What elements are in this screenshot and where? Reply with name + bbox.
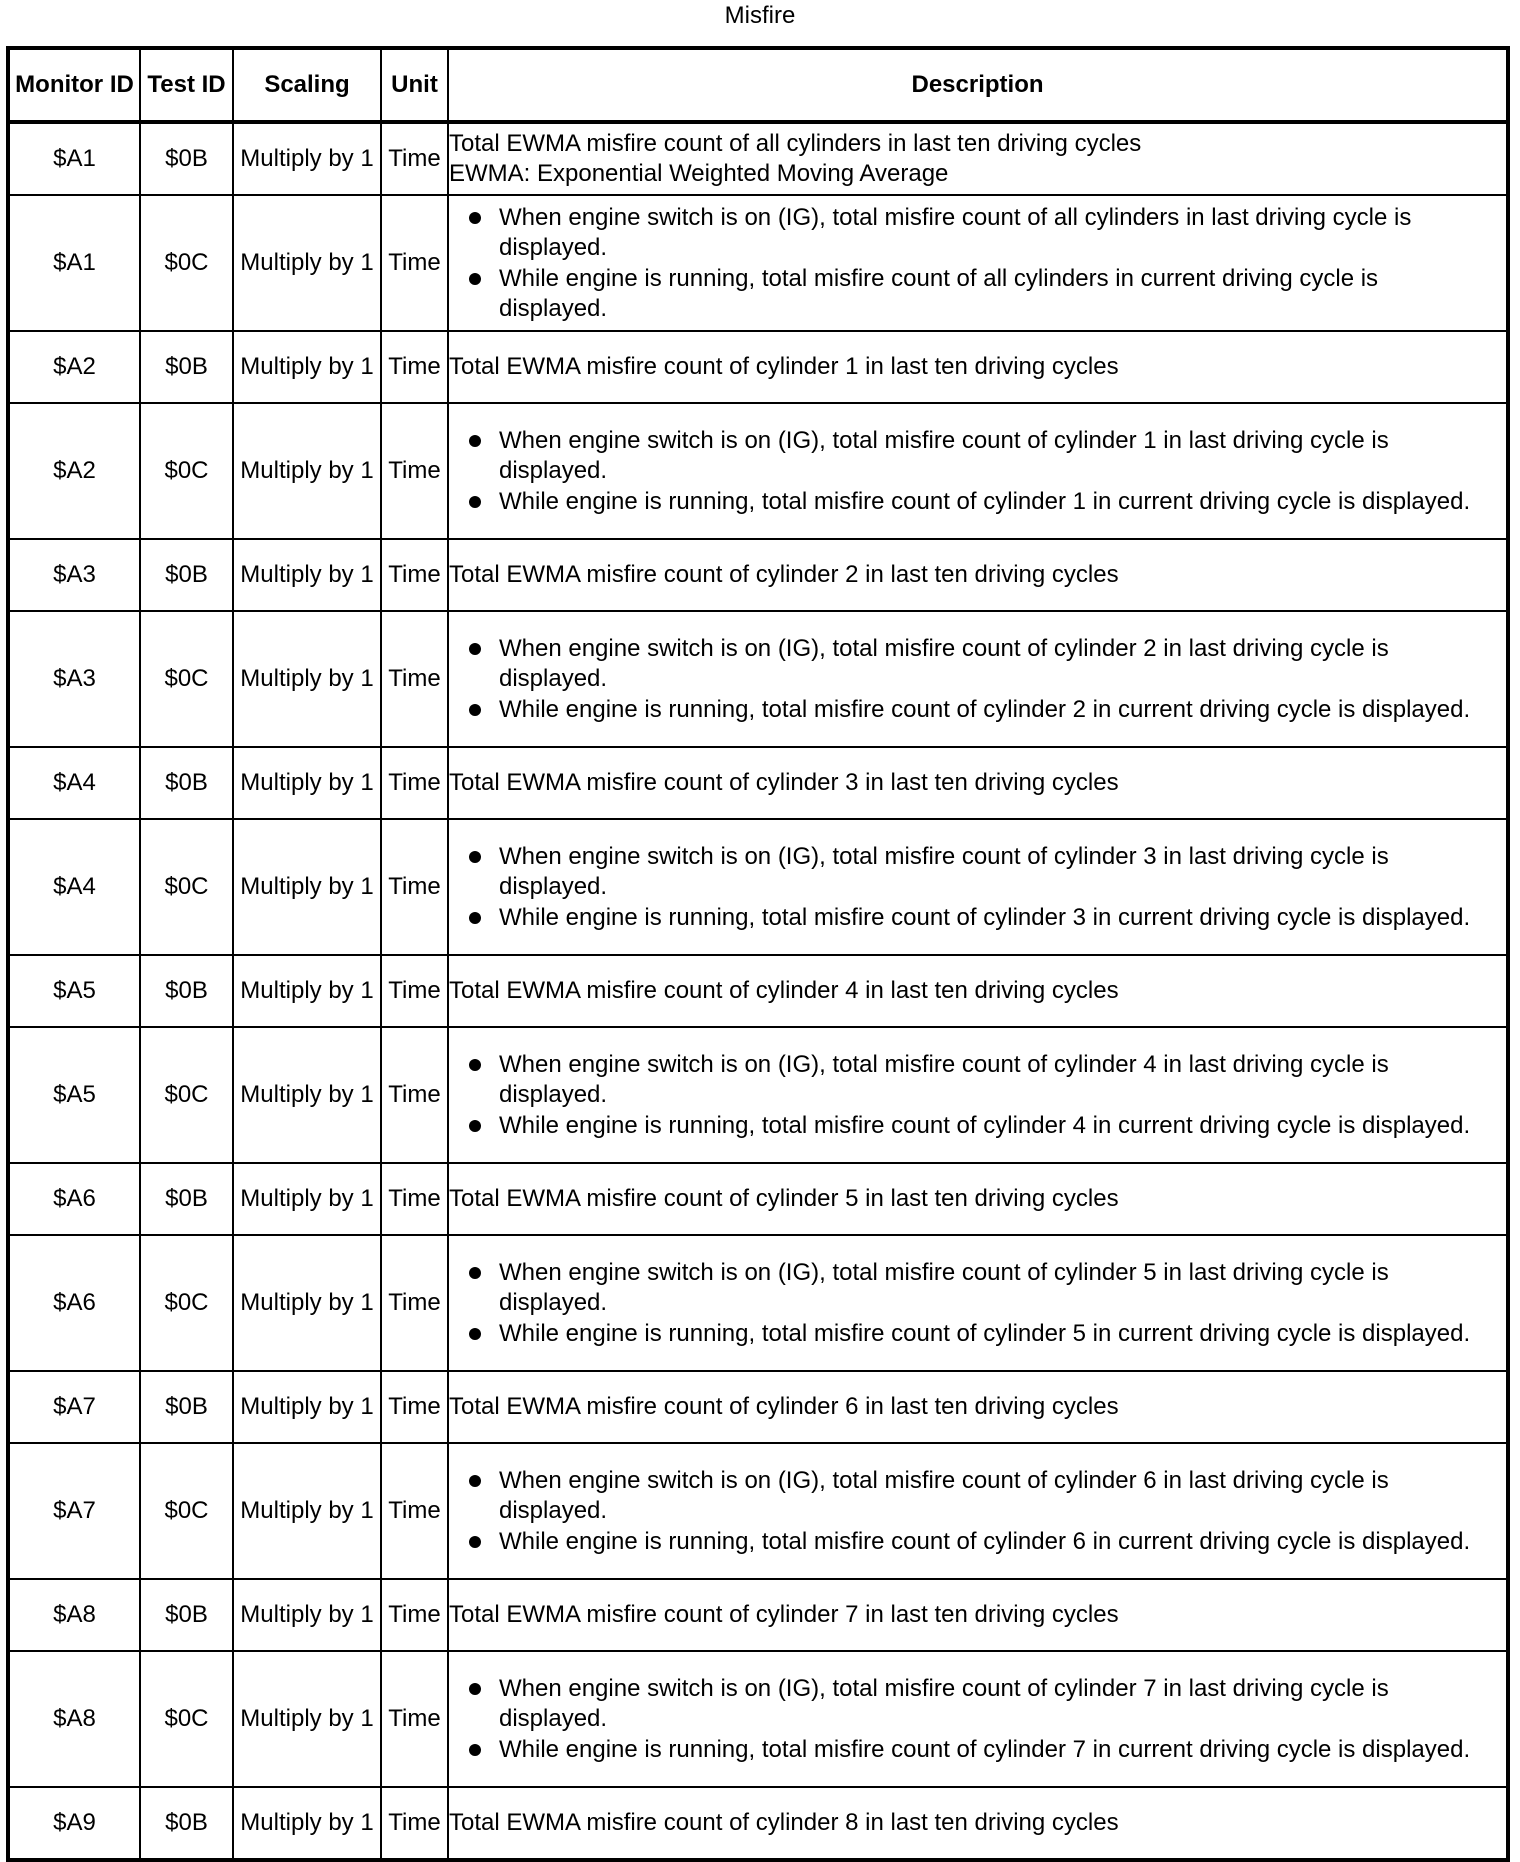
description-cell	[448, 331, 1508, 403]
unit-cell: Time	[381, 1027, 448, 1163]
test-id-cell: $0C	[140, 611, 233, 747]
scaling-cell: Multiply by 1	[233, 1163, 381, 1235]
test-id-cell: $0B	[140, 331, 233, 403]
description-bullet: While engine is running, total misfire count of cylinder 5 in current driving cycle is displayed.	[449, 1319, 1506, 1349]
description-bullet-list	[449, 426, 1506, 517]
description-line: EWMA: Exponential Weighted Moving Average	[449, 160, 949, 187]
description-bullet: When engine switch is on (IG), total misfire count of cylinder 6 in last driving cycle is displayed.	[449, 1466, 1506, 1526]
table-row	[8, 1443, 1508, 1579]
description-line: Total EWMA misfire count of cylinder 5 in last ten driving cycles	[449, 1185, 1119, 1212]
description-bullet: While engine is running, total misfire count of cylinder 2 in current driving cycle is displayed.	[449, 695, 1506, 725]
unit-cell: Time	[381, 747, 448, 819]
description-bullet-list	[449, 842, 1506, 933]
table-row	[8, 819, 1508, 955]
header-unit: Unit	[381, 48, 448, 122]
description-cell	[448, 611, 1508, 747]
monitor-id-cell: $A3	[8, 539, 140, 611]
description-cell	[448, 819, 1508, 955]
header-test-id: Test ID	[140, 48, 233, 122]
description-cell	[448, 122, 1508, 195]
table-row	[8, 1027, 1508, 1163]
description-bullet: While engine is running, total misfire count of cylinder 1 in current driving cycle is displayed.	[449, 487, 1506, 517]
monitor-id-cell: $A7	[8, 1443, 140, 1579]
unit-cell: Time	[381, 1787, 448, 1860]
test-id-cell: $0C	[140, 1651, 233, 1787]
description-line: Total EWMA misfire count of cylinder 4 in last ten driving cycles	[449, 977, 1119, 1004]
description-cell	[448, 955, 1508, 1027]
scaling-cell: Multiply by 1	[233, 819, 381, 955]
table-row	[8, 747, 1508, 819]
scaling-cell: Multiply by 1	[233, 1371, 381, 1443]
description-bullet: When engine switch is on (IG), total misfire count of cylinder 5 in last driving cycle is displayed.	[449, 1258, 1506, 1318]
monitor-id-cell: $A6	[8, 1163, 140, 1235]
description-line: Total EWMA misfire count of cylinder 7 in last ten driving cycles	[449, 1601, 1119, 1628]
scaling-cell: Multiply by 1	[233, 122, 381, 195]
scaling-cell: Multiply by 1	[233, 331, 381, 403]
description-cell	[448, 1579, 1508, 1651]
page-title: Misfire	[724, 2, 796, 29]
unit-cell: Time	[381, 611, 448, 747]
description-bullet: When engine switch is on (IG), total misfire count of cylinder 7 in last driving cycle is displayed.	[449, 1674, 1506, 1734]
header-row	[8, 48, 1508, 122]
table-row	[8, 1235, 1508, 1371]
unit-cell: Time	[381, 1443, 448, 1579]
monitor-id-cell: $A2	[8, 403, 140, 539]
monitor-id-cell: $A5	[8, 955, 140, 1027]
test-id-cell: $0C	[140, 1027, 233, 1163]
description-cell	[448, 195, 1508, 331]
scaling-cell: Multiply by 1	[233, 1235, 381, 1371]
monitor-id-cell: $A7	[8, 1371, 140, 1443]
scaling-cell: Multiply by 1	[233, 1787, 381, 1860]
monitor-id-cell: $A4	[8, 747, 140, 819]
table-row	[8, 331, 1508, 403]
scaling-cell: Multiply by 1	[233, 955, 381, 1027]
test-id-cell: $0B	[140, 1787, 233, 1860]
test-id-cell: $0C	[140, 1443, 233, 1579]
scaling-cell: Multiply by 1	[233, 1443, 381, 1579]
table-row	[8, 403, 1508, 539]
unit-cell: Time	[381, 539, 448, 611]
test-id-cell: $0B	[140, 1579, 233, 1651]
monitor-id-cell: $A9	[8, 1787, 140, 1860]
test-id-cell: $0B	[140, 1371, 233, 1443]
description-cell	[448, 403, 1508, 539]
description-bullet-list	[449, 1466, 1506, 1557]
table-row	[8, 1371, 1508, 1443]
description-bullet-list	[449, 1258, 1506, 1349]
table-row	[8, 195, 1508, 331]
description-cell	[448, 539, 1508, 611]
header-monitor-id: Monitor ID	[8, 48, 140, 122]
description-bullet: While engine is running, total misfire count of cylinder 3 in current driving cycle is displayed.	[449, 903, 1506, 933]
unit-cell: Time	[381, 1651, 448, 1787]
misfire-table	[6, 46, 1510, 1862]
table-row	[8, 1787, 1508, 1860]
description-cell	[448, 1235, 1508, 1371]
header-description: Description	[448, 48, 1508, 122]
unit-cell: Time	[381, 331, 448, 403]
description-cell	[448, 747, 1508, 819]
description-line: Total EWMA misfire count of cylinder 1 in last ten driving cycles	[449, 353, 1119, 380]
monitor-id-cell: $A2	[8, 331, 140, 403]
description-bullet: When engine switch is on (IG), total misfire count of cylinder 2 in last driving cycle is displayed.	[449, 634, 1506, 694]
monitor-id-cell: $A8	[8, 1651, 140, 1787]
scaling-cell: Multiply by 1	[233, 1027, 381, 1163]
monitor-id-cell: $A5	[8, 1027, 140, 1163]
test-id-cell: $0C	[140, 1235, 233, 1371]
unit-cell: Time	[381, 819, 448, 955]
table-row	[8, 539, 1508, 611]
description-bullet: While engine is running, total misfire count of cylinder 7 in current driving cycle is displayed.	[449, 1735, 1506, 1765]
unit-cell: Time	[381, 195, 448, 331]
unit-cell: Time	[381, 955, 448, 1027]
test-id-cell: $0B	[140, 122, 233, 195]
description-cell	[448, 1027, 1508, 1163]
unit-cell: Time	[381, 1579, 448, 1651]
test-id-cell: $0C	[140, 403, 233, 539]
description-bullet: While engine is running, total misfire count of cylinder 4 in current driving cycle is displayed.	[449, 1111, 1506, 1141]
test-id-cell: $0B	[140, 539, 233, 611]
unit-cell: Time	[381, 403, 448, 539]
description-cell	[448, 1787, 1508, 1860]
description-line: Total EWMA misfire count of cylinder 6 in last ten driving cycles	[449, 1393, 1119, 1420]
description-bullet: When engine switch is on (IG), total misfire count of cylinder 3 in last driving cycle is displayed.	[449, 842, 1506, 902]
table-row	[8, 955, 1508, 1027]
description-bullet-list	[449, 634, 1506, 725]
table-row	[8, 611, 1508, 747]
scaling-cell: Multiply by 1	[233, 403, 381, 539]
description-bullet-list	[449, 1674, 1506, 1765]
unit-cell: Time	[381, 1371, 448, 1443]
description-bullet: While engine is running, total misfire count of all cylinders in current driving cycle is displayed.	[449, 264, 1506, 324]
description-line: Total EWMA misfire count of all cylinders in last ten driving cycles	[449, 130, 1142, 157]
description-cell	[448, 1651, 1508, 1787]
table-row	[8, 122, 1508, 195]
monitor-id-cell: $A1	[8, 122, 140, 195]
test-id-cell: $0B	[140, 955, 233, 1027]
scaling-cell: Multiply by 1	[233, 747, 381, 819]
test-id-cell: $0B	[140, 1163, 233, 1235]
test-id-cell: $0C	[140, 819, 233, 955]
table-body	[8, 122, 1508, 1860]
scaling-cell: Multiply by 1	[233, 539, 381, 611]
scaling-cell: Multiply by 1	[233, 1579, 381, 1651]
unit-cell: Time	[381, 1163, 448, 1235]
monitor-id-cell: $A8	[8, 1579, 140, 1651]
description-line: Total EWMA misfire count of cylinder 8 in last ten driving cycles	[449, 1809, 1119, 1836]
table-row	[8, 1579, 1508, 1651]
description-bullet: When engine switch is on (IG), total misfire count of all cylinders in last driving cycle is displayed.	[449, 203, 1506, 263]
table-row	[8, 1163, 1508, 1235]
description-cell	[448, 1371, 1508, 1443]
description-bullet-list	[449, 1050, 1506, 1141]
test-id-cell: $0B	[140, 747, 233, 819]
monitor-id-cell: $A4	[8, 819, 140, 955]
table-row	[8, 1651, 1508, 1787]
unit-cell: Time	[381, 122, 448, 195]
description-bullet: While engine is running, total misfire count of cylinder 6 in current driving cycle is displayed.	[449, 1527, 1506, 1557]
unit-cell: Time	[381, 1235, 448, 1371]
description-bullet-list	[449, 203, 1506, 324]
monitor-id-cell: $A3	[8, 611, 140, 747]
test-id-cell: $0C	[140, 195, 233, 331]
description-line: Total EWMA misfire count of cylinder 3 in last ten driving cycles	[449, 769, 1119, 796]
description-bullet: When engine switch is on (IG), total misfire count of cylinder 1 in last driving cycle is displayed.	[449, 426, 1506, 486]
monitor-id-cell: $A1	[8, 195, 140, 331]
monitor-id-cell: $A6	[8, 1235, 140, 1371]
description-cell	[448, 1443, 1508, 1579]
header-scaling: Scaling	[233, 48, 381, 122]
description-line: Total EWMA misfire count of cylinder 2 in last ten driving cycles	[449, 561, 1119, 588]
scaling-cell: Multiply by 1	[233, 611, 381, 747]
description-cell	[448, 1163, 1508, 1235]
scaling-cell: Multiply by 1	[233, 195, 381, 331]
scaling-cell: Multiply by 1	[233, 1651, 381, 1787]
description-bullet: When engine switch is on (IG), total misfire count of cylinder 4 in last driving cycle is displayed.	[449, 1050, 1506, 1110]
